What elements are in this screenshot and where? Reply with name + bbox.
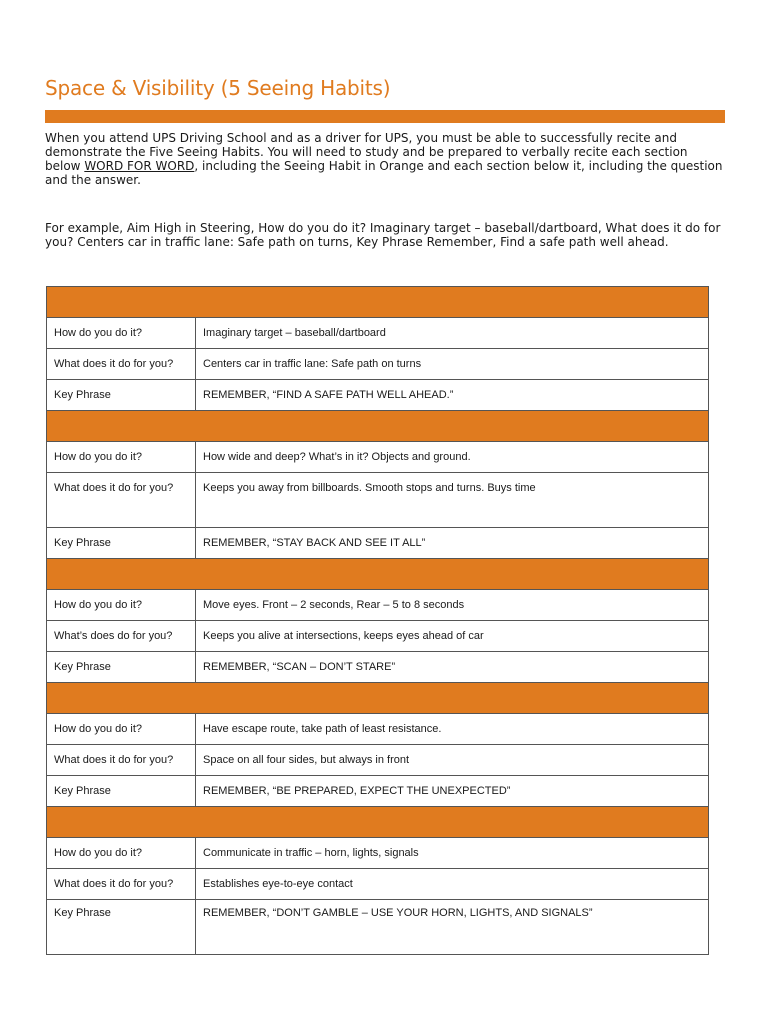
table-row bbox=[47, 900, 709, 955]
habit-header-row bbox=[47, 807, 709, 838]
answer-cell: Communicate in traffic – horn, lights, signals bbox=[196, 838, 709, 869]
example-line-1: For example, Aim High in Steering, How do you do it? Imaginary target – baseball/dartboard, What does it do for bbox=[45, 221, 721, 235]
table-row bbox=[47, 745, 709, 776]
habit-header-row bbox=[47, 411, 709, 442]
question-cell: Key Phrase bbox=[47, 652, 196, 683]
question-cell: How do you do it? bbox=[47, 318, 196, 349]
habit-header-row bbox=[47, 559, 709, 590]
question-cell: How do you do it? bbox=[47, 442, 196, 473]
intro-line-1: When you attend UPS Driving School and as a driver for UPS, you must be able to successfully recite and bbox=[45, 131, 678, 145]
table-row bbox=[47, 473, 709, 528]
habit-header-cell bbox=[47, 683, 709, 714]
table-row bbox=[47, 714, 709, 745]
habit-header-cell bbox=[47, 807, 709, 838]
question-cell: How do you do it? bbox=[47, 714, 196, 745]
question-cell: Key Phrase bbox=[47, 776, 196, 807]
page-title: Space & Visibility (5 Seeing Habits) bbox=[45, 76, 391, 100]
answer-cell: Keeps you alive at intersections, keeps eyes ahead of car bbox=[196, 621, 709, 652]
table-row bbox=[47, 318, 709, 349]
intro-paragraph bbox=[45, 131, 735, 187]
table-row bbox=[47, 621, 709, 652]
example-paragraph bbox=[45, 221, 735, 249]
seeing-habits-table bbox=[46, 286, 709, 955]
answer-cell: Keeps you away from billboards. Smooth stops and turns. Buys time bbox=[196, 473, 709, 528]
word-for-word-emphasis: WORD FOR WORD bbox=[84, 159, 195, 173]
habit-header-cell bbox=[47, 411, 709, 442]
intro-line-3-start: below bbox=[45, 159, 85, 173]
habit-header-row bbox=[47, 683, 709, 714]
question-cell: What does it do for you? bbox=[47, 473, 196, 528]
table-row bbox=[47, 776, 709, 807]
habit-header-row bbox=[47, 287, 709, 318]
answer-cell: REMEMBER, “FIND A SAFE PATH WELL AHEAD.” bbox=[196, 380, 709, 411]
table-row bbox=[47, 838, 709, 869]
question-cell: What does it do for you? bbox=[47, 869, 196, 900]
table-row bbox=[47, 590, 709, 621]
table-row bbox=[47, 380, 709, 411]
table-row bbox=[47, 349, 709, 380]
title-underline-bar bbox=[45, 110, 725, 123]
answer-cell: How wide and deep? What’s in it? Objects and ground. bbox=[196, 442, 709, 473]
answer-cell: Have escape route, take path of least resistance. bbox=[196, 714, 709, 745]
question-cell: Key Phrase bbox=[47, 380, 196, 411]
answer-cell: Move eyes. Front – 2 seconds, Rear – 5 to 8 seconds bbox=[196, 590, 709, 621]
answer-cell: REMEMBER, “SCAN – DON’T STARE” bbox=[196, 652, 709, 683]
table-row bbox=[47, 528, 709, 559]
answer-cell: REMEMBER, “STAY BACK AND SEE IT ALL” bbox=[196, 528, 709, 559]
table-row bbox=[47, 442, 709, 473]
question-cell: What does it do for you? bbox=[47, 349, 196, 380]
intro-line-3 bbox=[45, 159, 735, 173]
question-cell: How do you do it? bbox=[47, 838, 196, 869]
intro-line-4: and the answer. bbox=[45, 173, 141, 187]
example-line-2: you? Centers car in traffic lane: Safe path on turns, Key Phrase Remember, Find a safe path well ahead. bbox=[45, 235, 669, 249]
intro-line-3-end: , including the Seeing Habit in Orange and each section below it, including the question bbox=[194, 159, 723, 173]
question-cell: What does it do for you? bbox=[47, 745, 196, 776]
intro-line-2: demonstrate the Five Seeing Habits. You will need to study and be prepared to verbally recite each section bbox=[45, 145, 688, 159]
table-row bbox=[47, 652, 709, 683]
habit-header-cell bbox=[47, 287, 709, 318]
question-cell: How do you do it? bbox=[47, 590, 196, 621]
answer-cell: Imaginary target – baseball/dartboard bbox=[196, 318, 709, 349]
answer-cell: Space on all four sides, but always in front bbox=[196, 745, 709, 776]
answer-cell: REMEMBER, “DON’T GAMBLE – USE YOUR HORN, LIGHTS, AND SIGNALS” bbox=[196, 900, 709, 955]
answer-cell: REMEMBER, “BE PREPARED, EXPECT THE UNEXPECTED” bbox=[196, 776, 709, 807]
habit-header-cell bbox=[47, 559, 709, 590]
answer-cell: Centers car in traffic lane: Safe path on turns bbox=[196, 349, 709, 380]
question-cell: What’s does do for you? bbox=[47, 621, 196, 652]
answer-cell: Establishes eye-to-eye contact bbox=[196, 869, 709, 900]
question-cell: Key Phrase bbox=[47, 900, 196, 955]
question-cell: Key Phrase bbox=[47, 528, 196, 559]
table-row bbox=[47, 869, 709, 900]
